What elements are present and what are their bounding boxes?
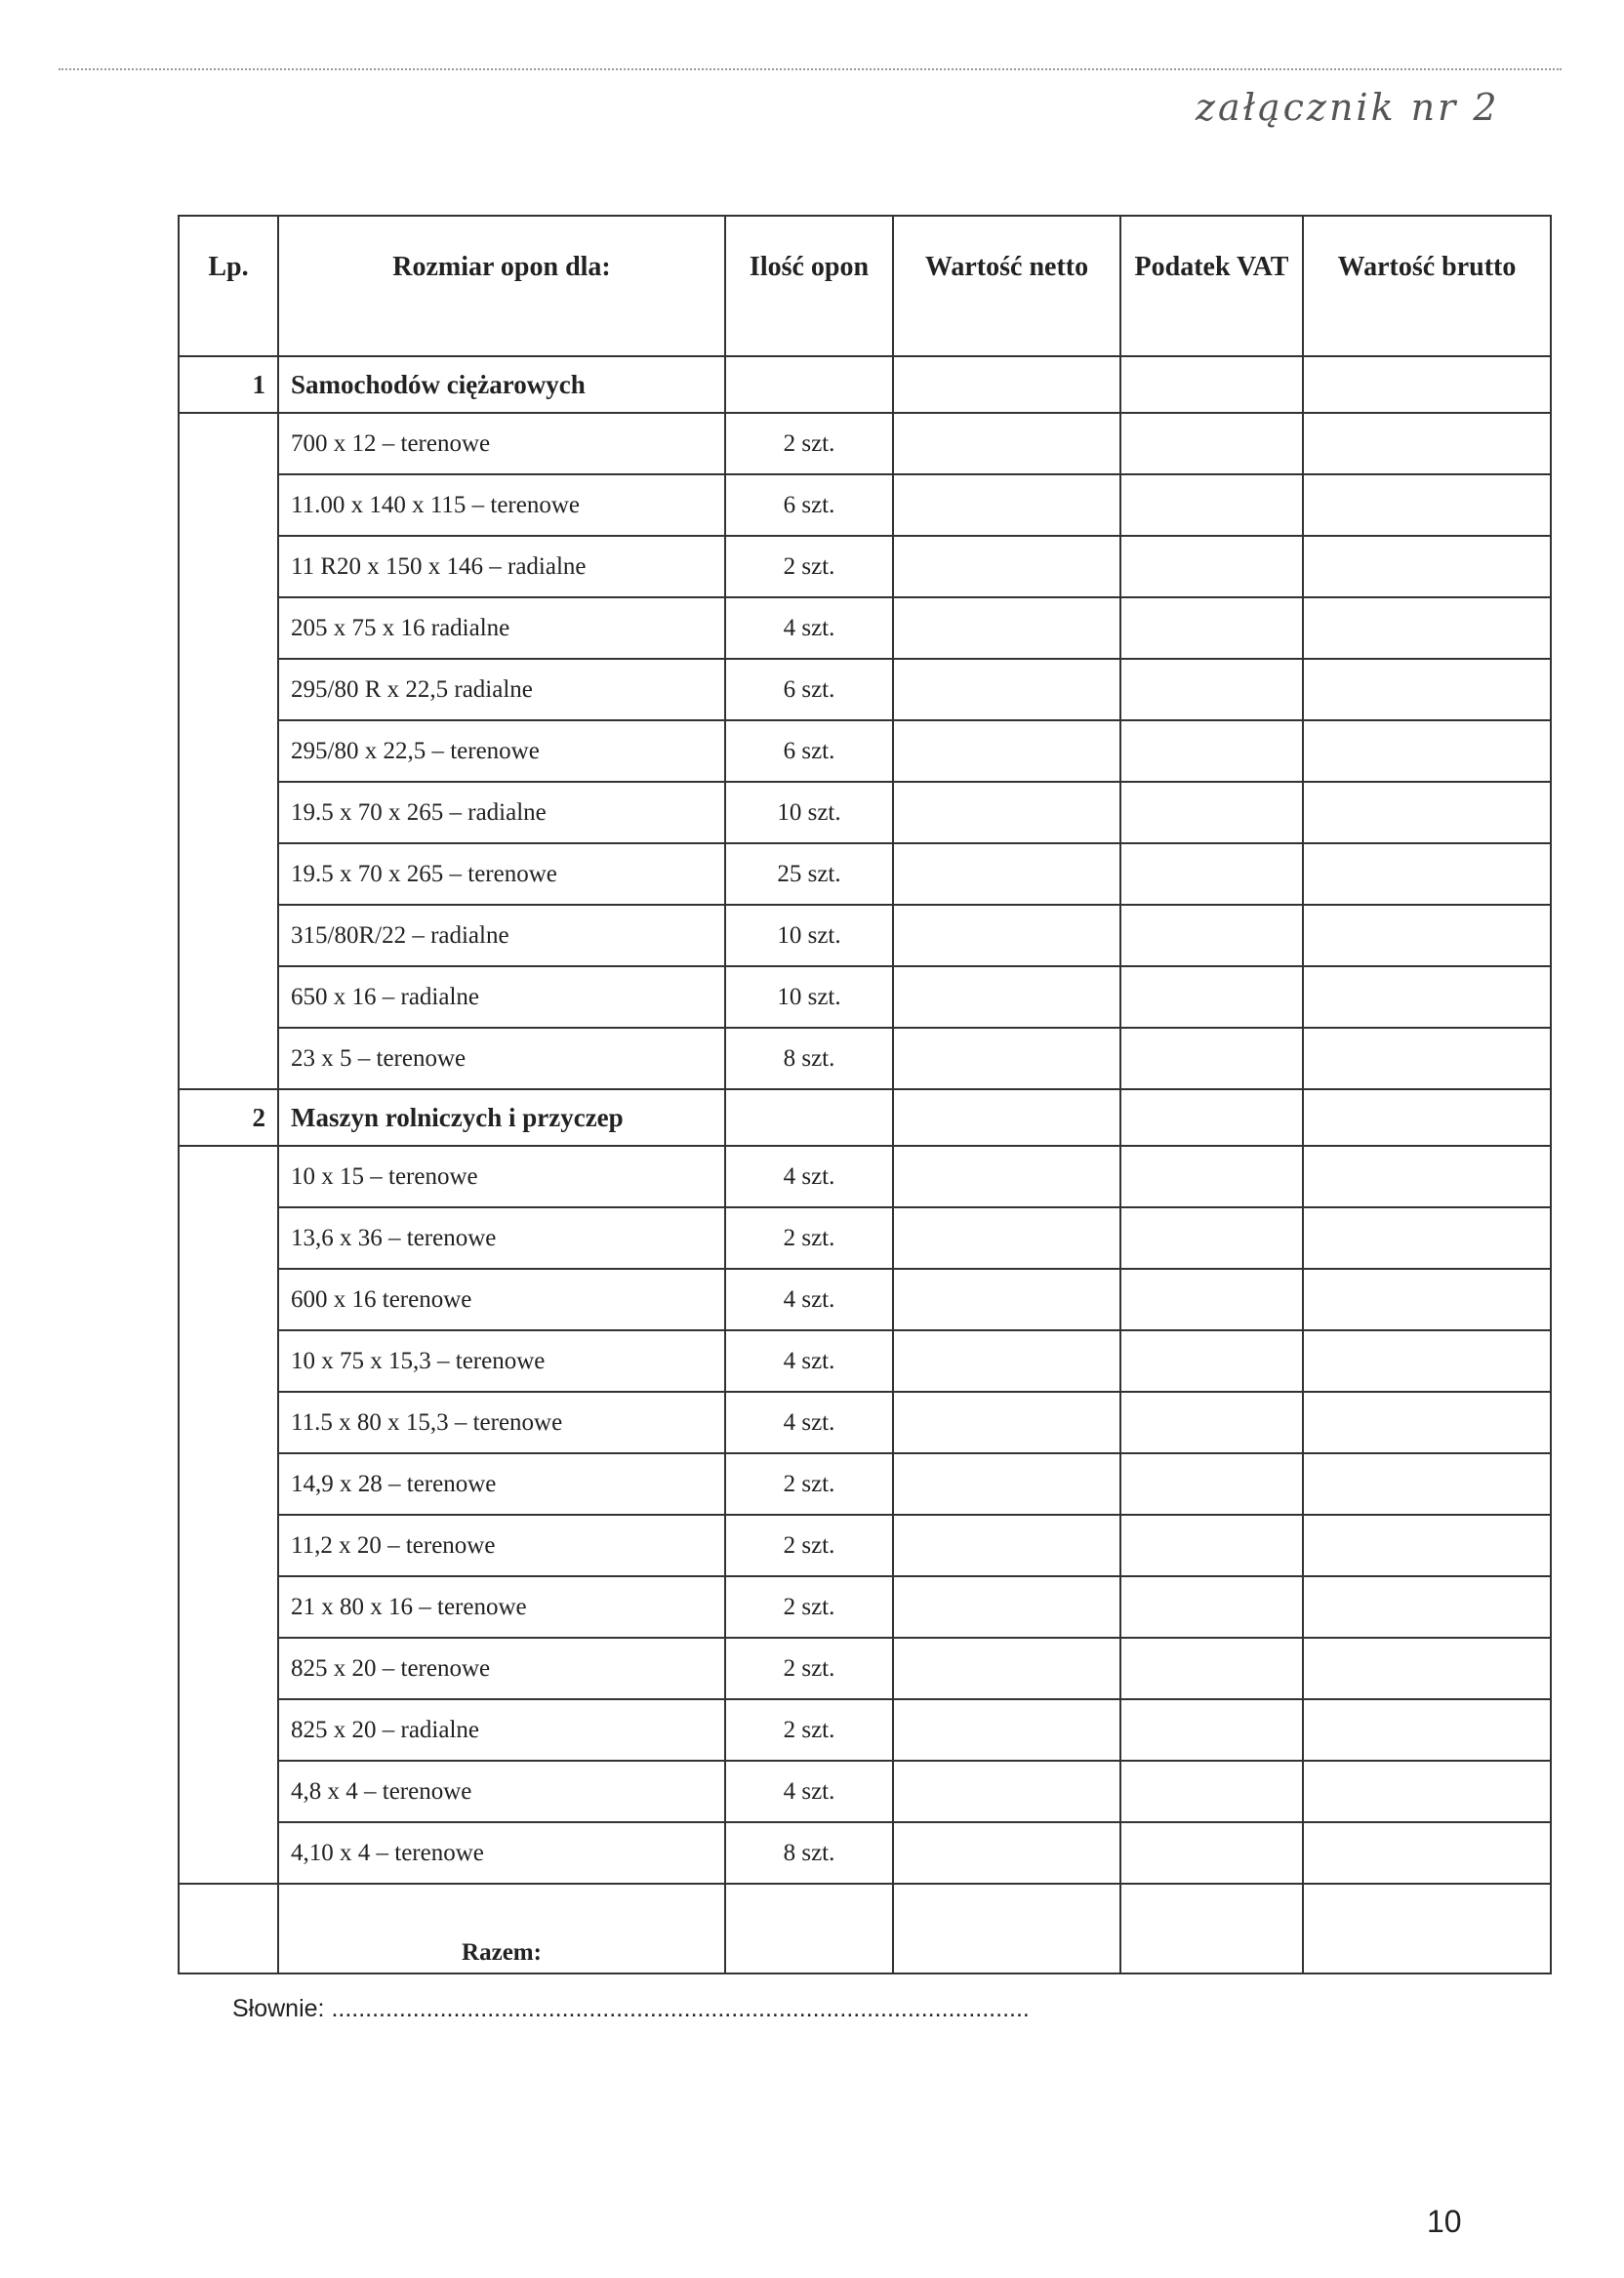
tire-quantity: 10 szt. [725, 905, 893, 966]
net-value-cell[interactable] [893, 597, 1120, 659]
table-row [179, 966, 1551, 1028]
lp-cell [179, 597, 278, 659]
gross-value-cell[interactable] [1303, 843, 1551, 905]
tire-size: 650 x 16 – radialne [278, 966, 725, 1028]
tire-quantity: 2 szt. [725, 1453, 893, 1515]
tire-size: 13,6 x 36 – terenowe [278, 1207, 725, 1269]
tire-size: 4,8 x 4 – terenowe [278, 1761, 725, 1822]
section-row [179, 356, 1551, 413]
tire-quantity: 4 szt. [725, 1392, 893, 1453]
vat-value-cell[interactable] [1120, 1453, 1303, 1515]
vat-value-cell[interactable] [1120, 720, 1303, 782]
tire-size: 11.5 x 80 x 15,3 – terenowe [278, 1392, 725, 1453]
lp-cell [179, 1028, 278, 1089]
vat-value-cell[interactable] [1120, 1028, 1303, 1089]
table-row [179, 1146, 1551, 1207]
table-row [179, 782, 1551, 843]
tire-quantity: 4 szt. [725, 1269, 893, 1330]
tire-quantity: 25 szt. [725, 843, 893, 905]
net-value-cell[interactable] [893, 413, 1120, 474]
vat-value-cell[interactable] [1120, 659, 1303, 720]
lp-cell [179, 536, 278, 597]
net-value-cell[interactable] [893, 1576, 1120, 1638]
net-value-cell[interactable] [893, 659, 1120, 720]
tire-size: 21 x 80 x 16 – terenowe [278, 1576, 725, 1638]
lp-cell [179, 1207, 278, 1269]
vat-value-cell[interactable] [1120, 1884, 1303, 1973]
gross-value-cell[interactable] [1303, 905, 1551, 966]
tire-size: 600 x 16 terenowe [278, 1269, 725, 1330]
amount-in-words: Słownie: ....................................................................................................... [232, 1995, 1030, 2022]
tire-quantity: 4 szt. [725, 597, 893, 659]
table-row [179, 597, 1551, 659]
gross-value-cell[interactable] [1303, 1576, 1551, 1638]
gross-value-cell[interactable] [1303, 597, 1551, 659]
table-row [179, 1269, 1551, 1330]
tire-quantity: 8 szt. [725, 1028, 893, 1089]
tire-size: 205 x 75 x 16 radialne [278, 597, 725, 659]
vat-value-cell[interactable] [1120, 1761, 1303, 1822]
lp-cell [179, 782, 278, 843]
lp-cell [179, 905, 278, 966]
gross-value-cell[interactable] [1303, 782, 1551, 843]
table-row [179, 1761, 1551, 1822]
net-value-cell[interactable] [893, 1761, 1120, 1822]
lp-cell [179, 1638, 278, 1699]
tire-size: 14,9 x 28 – terenowe [278, 1453, 725, 1515]
table-header [179, 216, 1551, 356]
tire-quantity: 6 szt. [725, 474, 893, 536]
lp-cell [179, 659, 278, 720]
gross-value-cell[interactable] [1303, 1028, 1551, 1089]
tire-quantity: 2 szt. [725, 1638, 893, 1699]
table-row [179, 1330, 1551, 1392]
lp-cell [179, 1761, 278, 1822]
net-value-cell[interactable] [893, 1699, 1120, 1761]
lp-cell [179, 1146, 278, 1207]
section-title: Samochodów ciężarowych [278, 356, 725, 413]
handwritten-annotation: załącznik nr 2 [1196, 86, 1500, 129]
lp-cell [179, 1269, 278, 1330]
section-title: Maszyn rolniczych i przyczep [278, 1089, 725, 1146]
net-value-cell[interactable] [893, 474, 1120, 536]
net-value-cell[interactable] [893, 1207, 1120, 1269]
gross-value-cell[interactable] [1303, 1822, 1551, 1884]
tire-size: 11 R20 x 150 x 146 – radialne [278, 536, 725, 597]
vat-value-cell[interactable] [1120, 1330, 1303, 1392]
lp-cell [179, 1392, 278, 1453]
gross-value-cell[interactable] [1303, 1761, 1551, 1822]
tire-quantity: 6 szt. [725, 720, 893, 782]
vat-value-cell[interactable] [1120, 356, 1303, 413]
net-value-cell[interactable] [893, 356, 1120, 413]
gross-value-cell[interactable] [1303, 1638, 1551, 1699]
net-value-cell[interactable] [893, 905, 1120, 966]
vat-value-cell[interactable] [1120, 843, 1303, 905]
net-value-cell[interactable] [893, 1146, 1120, 1207]
tire-quantity: 4 szt. [725, 1761, 893, 1822]
vat-value-cell[interactable] [1120, 1515, 1303, 1576]
vat-value-cell[interactable] [1120, 1392, 1303, 1453]
gross-value-cell[interactable] [1303, 413, 1551, 474]
tire-size: 295/80 x 22,5 – terenowe [278, 720, 725, 782]
net-value-cell[interactable] [893, 1269, 1120, 1330]
table-row [179, 1699, 1551, 1761]
tire-quantity: 2 szt. [725, 1699, 893, 1761]
section-number: 2 [179, 1089, 278, 1146]
gross-value-cell[interactable] [1303, 1207, 1551, 1269]
lp-cell [179, 843, 278, 905]
net-value-cell[interactable] [893, 1028, 1120, 1089]
table-row [179, 720, 1551, 782]
lp-cell [179, 1453, 278, 1515]
header-lp: Lp. [179, 216, 278, 356]
gross-value-cell[interactable] [1303, 720, 1551, 782]
lp-cell [179, 966, 278, 1028]
gross-value-cell[interactable] [1303, 536, 1551, 597]
vat-value-cell[interactable] [1120, 905, 1303, 966]
net-value-cell[interactable] [893, 1822, 1120, 1884]
tire-quantity: 4 szt. [725, 1330, 893, 1392]
tire-size: 825 x 20 – radialne [278, 1699, 725, 1761]
gross-value-cell[interactable] [1303, 966, 1551, 1028]
vat-value-cell[interactable] [1120, 966, 1303, 1028]
header-gross: Wartość brutto [1303, 216, 1551, 356]
vat-value-cell[interactable] [1120, 1576, 1303, 1638]
vat-value-cell[interactable] [1120, 1822, 1303, 1884]
qty-cell [725, 1884, 893, 1973]
tire-size: 19.5 x 70 x 265 – radialne [278, 782, 725, 843]
lp-cell [179, 413, 278, 474]
lp-cell [179, 1330, 278, 1392]
vat-value-cell[interactable] [1120, 597, 1303, 659]
gross-value-cell[interactable] [1303, 1269, 1551, 1330]
tire-size: 11.00 x 140 x 115 – terenowe [278, 474, 725, 536]
vat-value-cell[interactable] [1120, 536, 1303, 597]
vat-value-cell[interactable] [1120, 474, 1303, 536]
gross-value-cell[interactable] [1303, 1515, 1551, 1576]
vat-value-cell[interactable] [1120, 413, 1303, 474]
table-row [179, 1822, 1551, 1884]
table-row [179, 1515, 1551, 1576]
tire-size: 315/80R/22 – radialne [278, 905, 725, 966]
gross-value-cell[interactable] [1303, 1453, 1551, 1515]
tire-quantity: 10 szt. [725, 966, 893, 1028]
tire-size: 10 x 15 – terenowe [278, 1146, 725, 1207]
vat-value-cell[interactable] [1120, 1269, 1303, 1330]
tire-size: 23 x 5 – terenowe [278, 1028, 725, 1089]
tire-quantity: 2 szt. [725, 536, 893, 597]
header-vat: Podatek VAT [1120, 216, 1303, 356]
lp-cell [179, 720, 278, 782]
net-value-cell[interactable] [893, 1330, 1120, 1392]
tire-size: 700 x 12 – terenowe [278, 413, 725, 474]
tire-size: 295/80 R x 22,5 radialne [278, 659, 725, 720]
gross-value-cell[interactable] [1303, 1392, 1551, 1453]
tire-size: 4,10 x 4 – terenowe [278, 1822, 725, 1884]
net-value-cell[interactable] [893, 536, 1120, 597]
header-size: Rozmiar opon dla: [278, 216, 725, 356]
header-qty: Ilość opon [725, 216, 893, 356]
net-value-cell[interactable] [893, 1515, 1120, 1576]
vat-value-cell[interactable] [1120, 1699, 1303, 1761]
gross-value-cell[interactable] [1303, 1884, 1551, 1973]
page-number: 10 [1427, 2204, 1462, 2239]
table-row [179, 536, 1551, 597]
header-net: Wartość netto [893, 216, 1120, 356]
table-row [179, 659, 1551, 720]
tire-quantity: 4 szt. [725, 1146, 893, 1207]
table-row [179, 474, 1551, 536]
table-row [179, 1392, 1551, 1453]
vat-value-cell[interactable] [1120, 1089, 1303, 1146]
tire-quantity: 10 szt. [725, 782, 893, 843]
table-row [179, 1207, 1551, 1269]
lp-cell [179, 474, 278, 536]
net-value-cell[interactable] [893, 1884, 1120, 1973]
net-value-cell[interactable] [893, 1089, 1120, 1146]
lp-cell [179, 1822, 278, 1884]
net-value-cell[interactable] [893, 782, 1120, 843]
net-value-cell[interactable] [893, 720, 1120, 782]
section-number: 1 [179, 356, 278, 413]
gross-value-cell[interactable] [1303, 1146, 1551, 1207]
table-row [179, 843, 1551, 905]
tire-quantity: 2 szt. [725, 1207, 893, 1269]
tire-size: 11,2 x 20 – terenowe [278, 1515, 725, 1576]
total-label: Razem: [278, 1884, 725, 1973]
gross-value-cell[interactable] [1303, 1699, 1551, 1761]
tire-quantity: 2 szt. [725, 413, 893, 474]
table-row [179, 1638, 1551, 1699]
gross-value-cell[interactable] [1303, 659, 1551, 720]
lp-cell [179, 1576, 278, 1638]
gross-value-cell[interactable] [1303, 356, 1551, 413]
lp-cell [179, 1515, 278, 1576]
vat-value-cell[interactable] [1120, 1638, 1303, 1699]
tire-price-table [178, 215, 1552, 1974]
tire-quantity: 8 szt. [725, 1822, 893, 1884]
scan-top-line [59, 68, 1562, 70]
net-value-cell[interactable] [893, 1453, 1120, 1515]
net-value-cell[interactable] [893, 1392, 1120, 1453]
table-row [179, 413, 1551, 474]
table-row [179, 1453, 1551, 1515]
gross-value-cell[interactable] [1303, 1330, 1551, 1392]
tire-size: 19.5 x 70 x 265 – terenowe [278, 843, 725, 905]
gross-value-cell[interactable] [1303, 474, 1551, 536]
qty-cell [725, 1089, 893, 1146]
tire-quantity: 2 szt. [725, 1576, 893, 1638]
net-value-cell[interactable] [893, 843, 1120, 905]
lp-cell [179, 1884, 278, 1973]
tire-quantity: 2 szt. [725, 1515, 893, 1576]
table-row [179, 905, 1551, 966]
vat-value-cell[interactable] [1120, 782, 1303, 843]
vat-value-cell[interactable] [1120, 1146, 1303, 1207]
section-row [179, 1089, 1551, 1146]
qty-cell [725, 356, 893, 413]
vat-value-cell[interactable] [1120, 1207, 1303, 1269]
total-row [179, 1884, 1551, 1973]
table-row [179, 1576, 1551, 1638]
lp-cell [179, 1699, 278, 1761]
net-value-cell[interactable] [893, 966, 1120, 1028]
net-value-cell[interactable] [893, 1638, 1120, 1699]
table-row [179, 1028, 1551, 1089]
tire-quantity: 6 szt. [725, 659, 893, 720]
tire-size: 10 x 75 x 15,3 – terenowe [278, 1330, 725, 1392]
tire-size: 825 x 20 – terenowe [278, 1638, 725, 1699]
gross-value-cell[interactable] [1303, 1089, 1551, 1146]
